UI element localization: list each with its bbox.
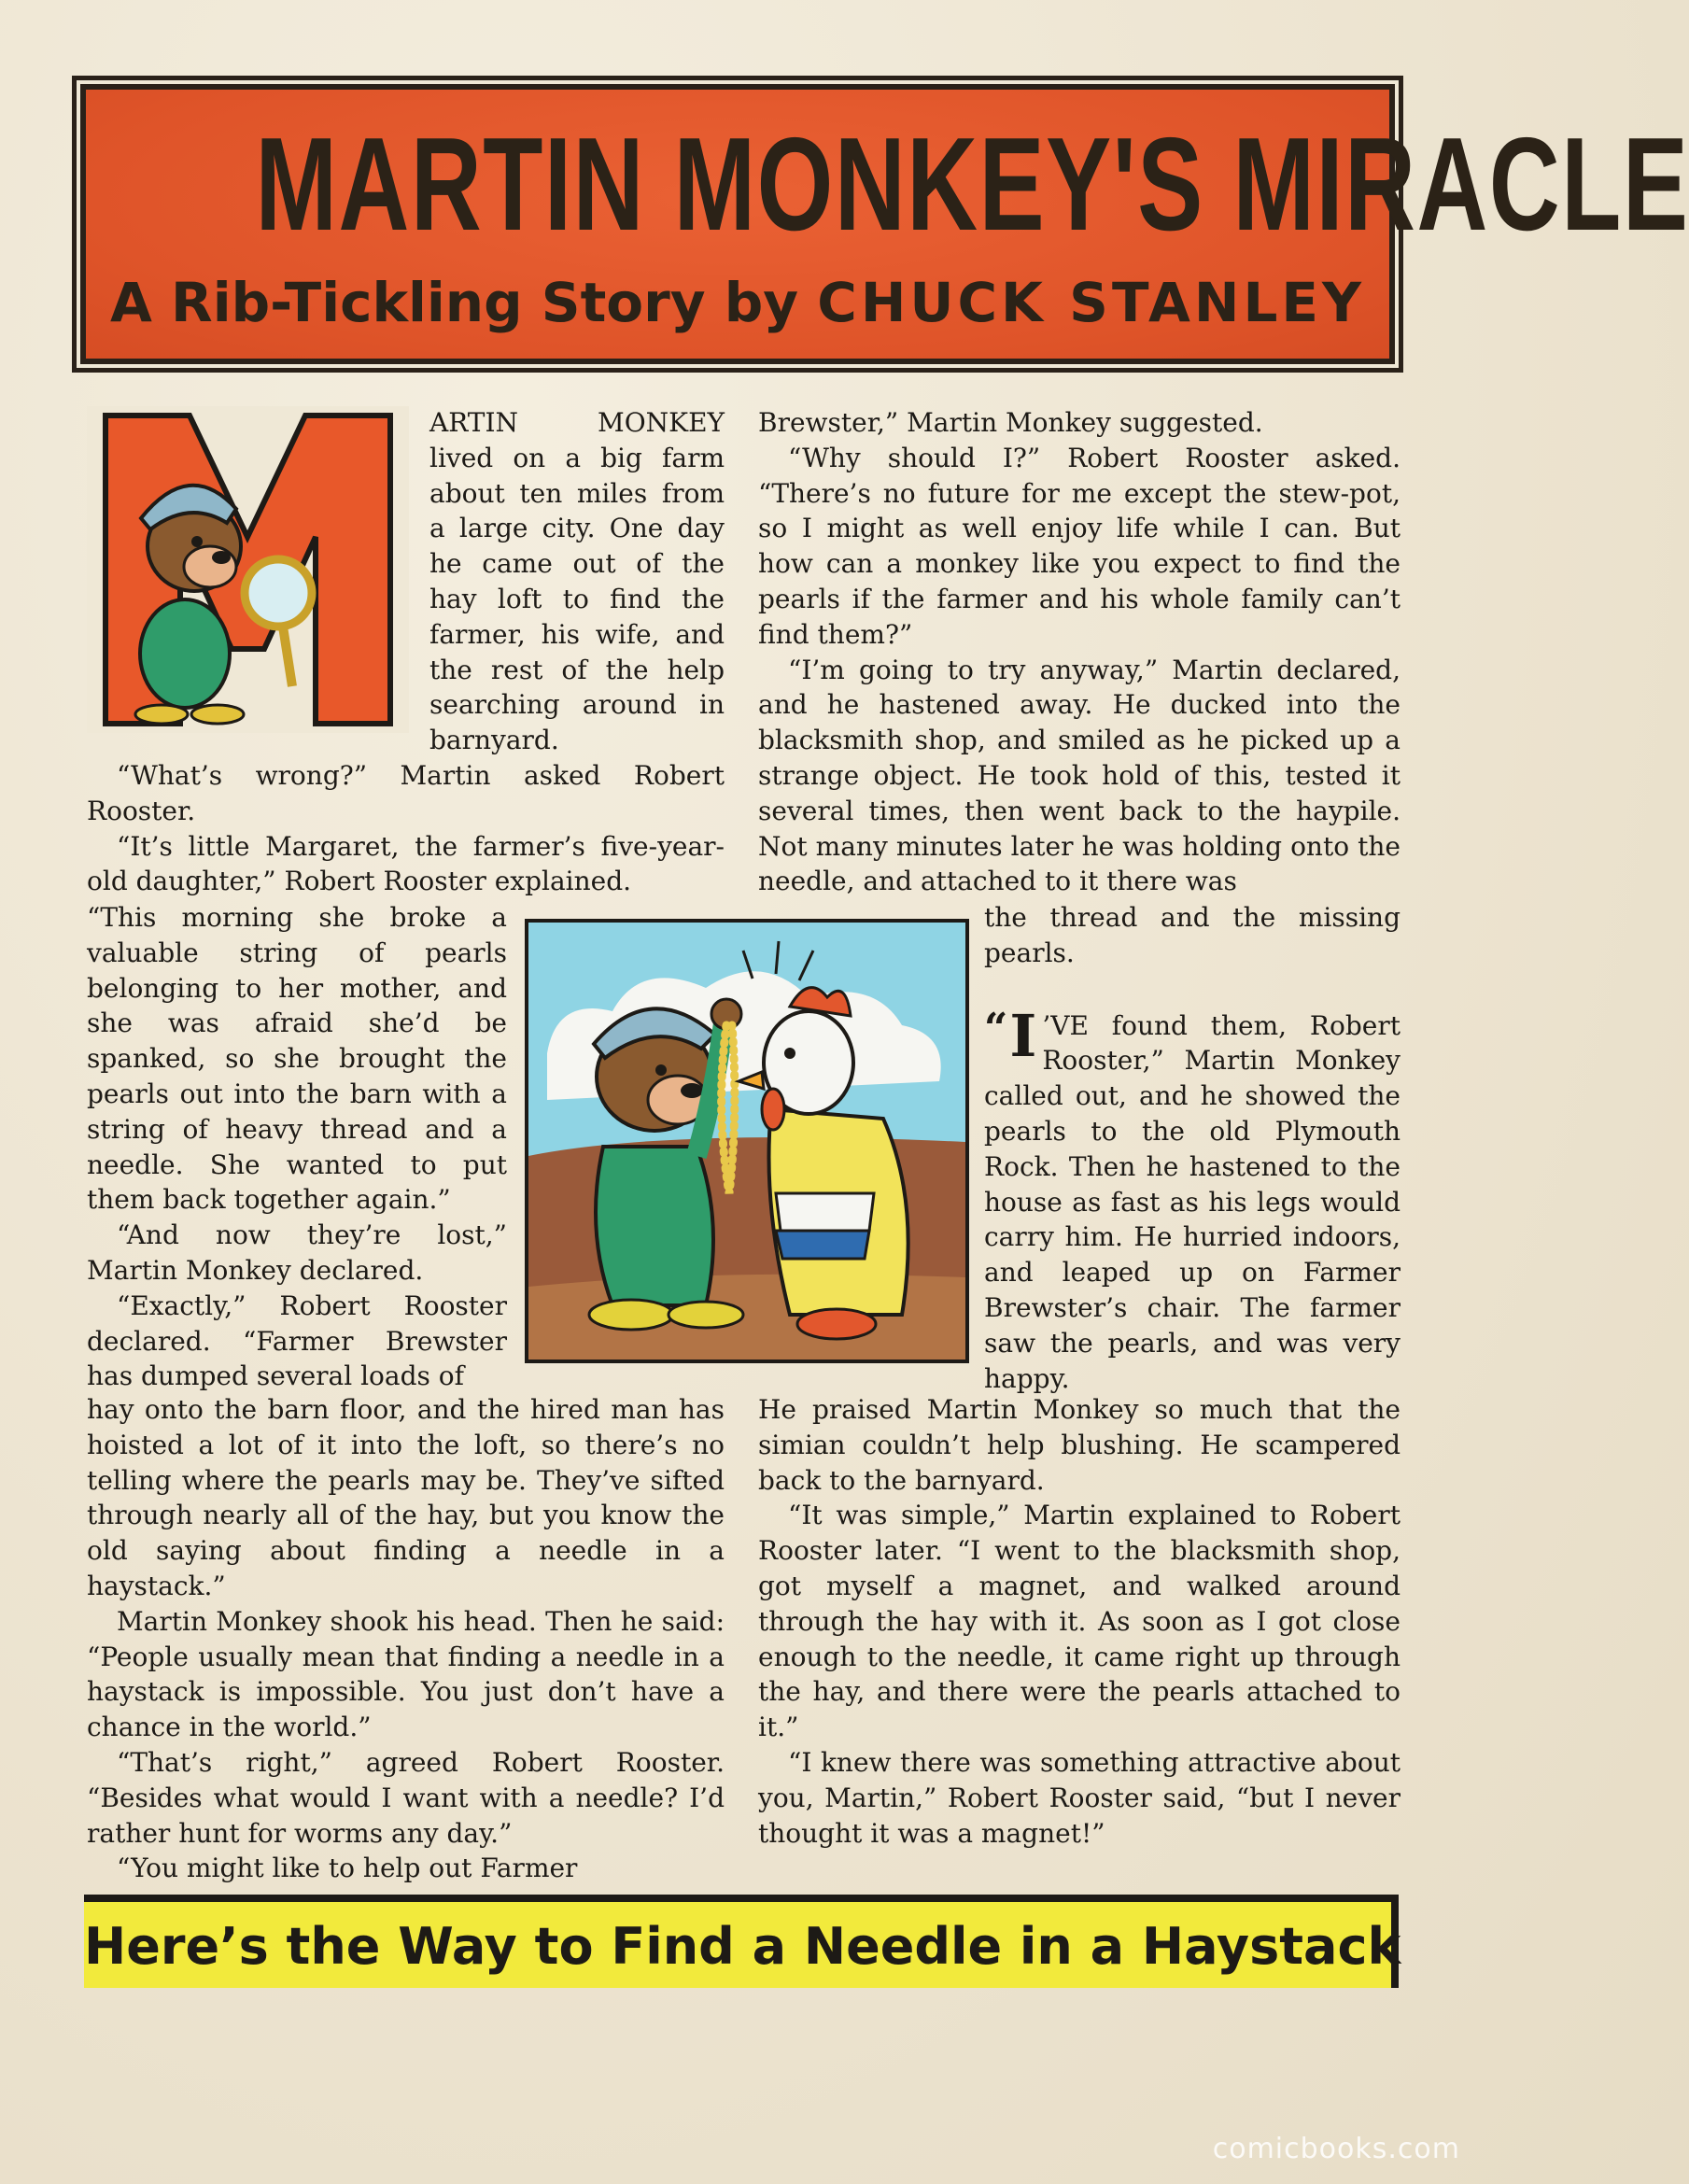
story-paragraph [984, 1001, 1400, 1397]
story-column-a-bottom [87, 1392, 725, 1886]
story-paragraph: “It’s little Margaret, the farmer’s five-year-old daughter,” Robert Rooster explained. [87, 830, 725, 897]
story-column-a-mid [87, 758, 725, 899]
story-paragraph: “Why should I?” Robert Rooster asked. “There’s no future for me except the stew-pot, so I might as well enjoy life while I can. But how can a monkey like you expect to find the pearls if the farmer and his whole family can’t find them?” [758, 442, 1400, 650]
bottom-banner [84, 1895, 1399, 1988]
story-paragraph: “I knew there was something attractive about you, Martin,” Robert Rooster said, “but I never thought it was a magnet!” [758, 1746, 1400, 1849]
title-box [80, 84, 1689, 364]
comic-panel [525, 919, 969, 1363]
watermark: comicbooks.com [1212, 2133, 1460, 2165]
paragraph-text: ’VE found them, Robert Rooster,” Martin Monkey called out, and he showed the pearls to the old Plymouth Rock. Then he hastened to the house as fast as his legs would carry him. He hurried indoors, and leaped up on Farmer Brewster’s chair. The farmer saw the pearls, and was very happy. [984, 1009, 1400, 1394]
story-paragraph: “This morning she broke a valuable string of pearls belonging to her mother, and she was afraid she’d be spanked, so she brought the pearls out into the barn with a string of heavy thread and a needle. She wanted to put them back together again.” [87, 902, 507, 1216]
story-paragraph: “What’s wrong?” Martin asked Robert Rooster. [87, 760, 725, 826]
story-title: MARTIN MONKEY'S MIRACLE [255, 110, 1689, 259]
story-paragraph: ARTIN MONKEY lived on a big farm about ten miles from a large city. One day he came out of the hay loft to find the farmer, his wife, and the rest of the help searching around in barnyard. [429, 407, 725, 756]
story-column-a-top [429, 405, 725, 758]
story-paragraph: “And now they’re lost,” Martin Monkey declared. [87, 1219, 507, 1286]
story-column-a-wrap [87, 900, 507, 1394]
byline-author: CHUCK STANLEY [817, 271, 1366, 334]
story-paragraph: “Exactly,” Robert Rooster declared. “Farmer Brewster has dumped several loads of [87, 1289, 507, 1392]
drop-cap-illustration [87, 406, 409, 733]
monkey-detective-with-magnifier-icon [87, 406, 409, 733]
drop-cap-letter: I [1009, 1001, 1037, 1070]
story-paragraph: hay onto the barn floor, and the hired man has hoisted a lot of it into the loft, so there’s no telling where the pearls may be. They’ve sifted through nearly all of the hay, but you know the old saying about finding a needle in a haystack.” [87, 1394, 725, 1601]
banner-title: Here’s the Way to Find a Needle in a Haystack [84, 1917, 1401, 1976]
story-paragraph: He praised Martin Monkey so much that the simian couldn’t help blushing. He scampered back to the barnyard. [758, 1394, 1400, 1496]
story-paragraph: “I’m going to try anyway,” Martin declared, and he hastened away. He ducked into the blacksmith shop, and smiled as he picked up a strange object. He took hold of this, tested it several times, then went back to the haypile. Not many minutes later he was holding onto the needle, and attached to it there was [758, 654, 1400, 897]
byline-prefix: A Rib-Tickling Story by [109, 271, 799, 334]
story-paragraph: Brewster,” Martin Monkey suggested. [758, 407, 1263, 438]
story-paragraph: “That’s right,” agreed Robert Rooster. “Besides what would I want with a needle? I’d rather hunt for worms any day.” [87, 1746, 725, 1849]
story-paragraph: “It was simple,” Martin explained to Robert Rooster later. “I went to the blacksmith shop, got myself a magnet, and walked around through the hay with it. As soon as I got close enough to the needle, it came right up through the hay, and there were the pearls attached to it.” [758, 1500, 1400, 1743]
quote-mark: “ [984, 1004, 1008, 1052]
story-column-b-top [758, 405, 1400, 899]
story-paragraph: Martin Monkey shook his head. Then he said: “People usually mean that finding a needle in a haystack is impossible. You just don’t have a chance in the world.” [87, 1605, 725, 1743]
story-column-b-mid [758, 1392, 1400, 1851]
monkey-and-rooster-with-pearls-icon [528, 923, 965, 1360]
story-paragraph: “You might like to help out Farmer [117, 1853, 578, 1884]
story-column-b-wrap [984, 900, 1400, 1396]
story-byline [86, 265, 1389, 340]
story-paragraph: the thread and the missing pearls. [984, 902, 1400, 968]
